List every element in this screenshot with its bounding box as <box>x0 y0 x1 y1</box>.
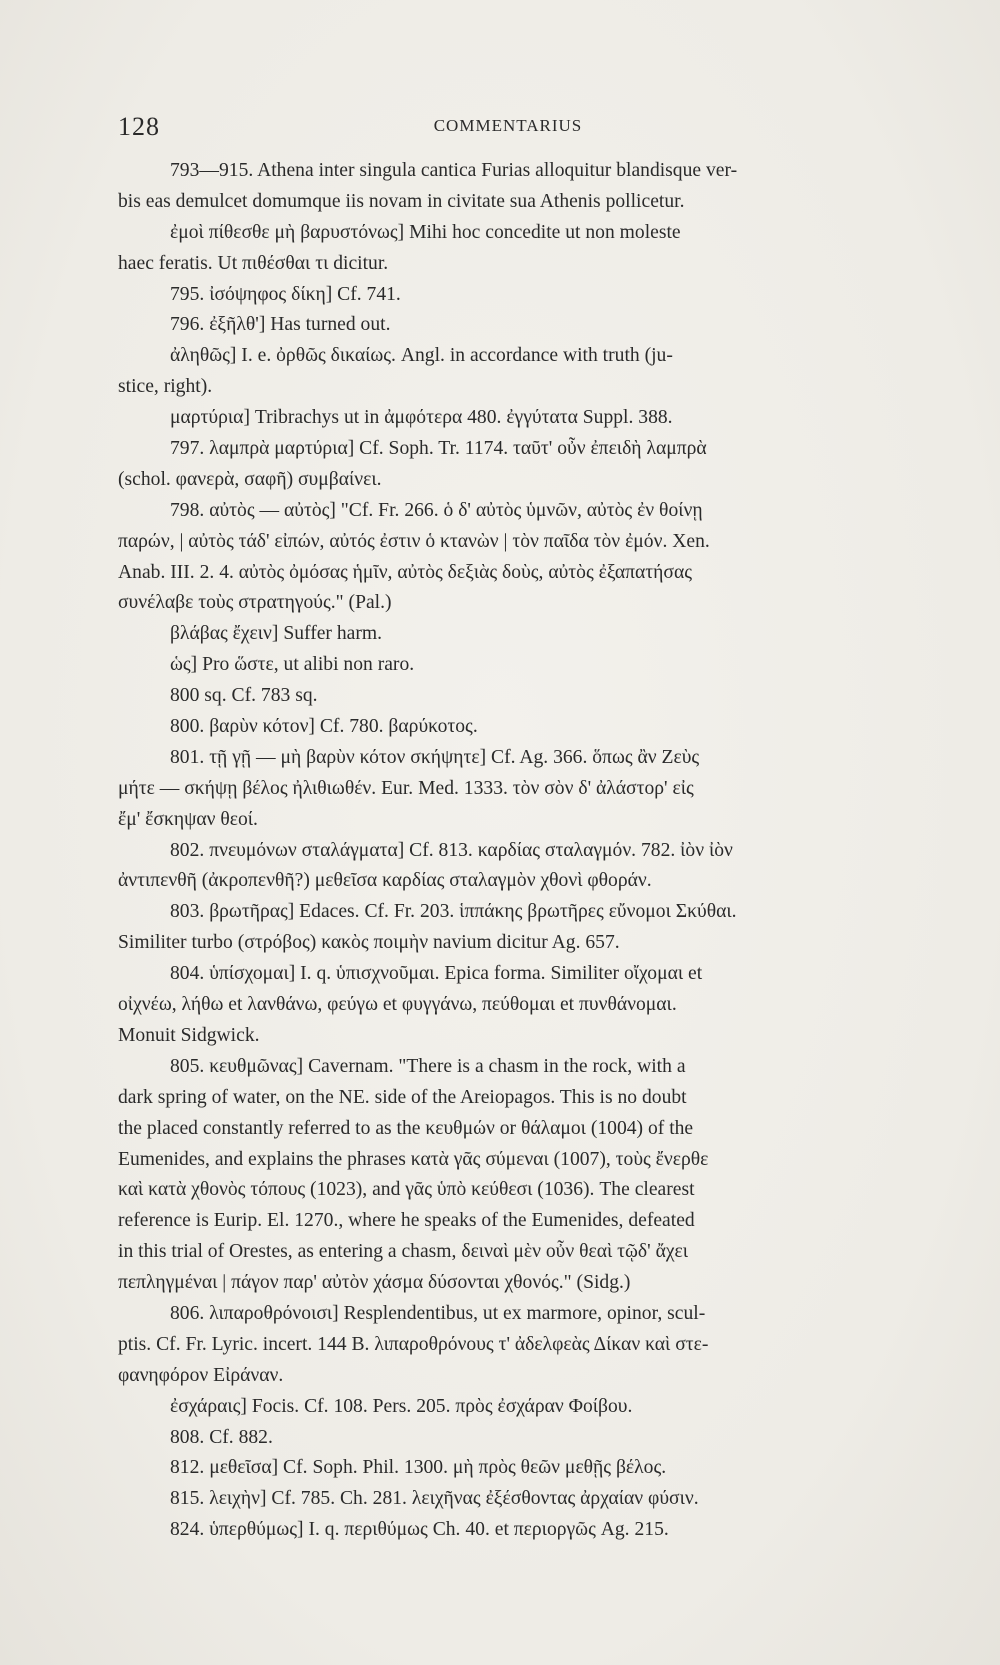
text-line: 808. Cf. 882. <box>170 1426 273 1448</box>
text-line: 797. λαμπρὰ μαρτύρια] Cf. Soph. Tr. 1174. ταῦτ' οὖν ἐπειδὴ λαμπρὰ <box>170 438 707 460</box>
text-line: 800 sq. Cf. 783 sq. <box>170 685 318 707</box>
text-line: 796. ἐξῆλθ'] Has turned out. <box>170 314 391 336</box>
page-number: 128 <box>118 112 160 141</box>
text-line: παρών, | αὐτὸς τάδ' εἰπών, αὐτός ἐστιν ὁ κτανὼν | τὸν παῖδα τὸν ἐμόν. Xen. <box>118 530 710 552</box>
text-line: 803. βρωτῆρας] Edaces. Cf. Fr. 203. ἱππάκης βρωτῆρες εὔνομοι Σκύθαι. <box>170 901 737 923</box>
text-line: 804. ὑπίσχομαι] I. q. ὑπισχνοῦμαι. Epica forma. Similiter οἴχομαι et <box>170 963 703 985</box>
text-line: μαρτύρια] Tribrachys ut in ἀμφότερα 480. ἐγγύτατα Suppl. 388. <box>170 407 673 429</box>
text-line: 802. πνευμόνων σταλάγματα] Cf. 813. καρδίας σταλαγμόν. 782. ἰὸν ἰὸν <box>170 839 733 861</box>
text-line: πεπληγμέναι | πάγον παρ' αὐτὸν χάσμα δύσονται χθονός." (Sidg.) <box>118 1272 631 1294</box>
text-line: (schol. φανερὰ, σαφῆ) συμβαίνει. <box>118 468 382 490</box>
text-line: ptis. Cf. Fr. Lyric. incert. 144 B. λιπαροθρόνους τ' ἀδελφεὰς Δίκαν καὶ στε- <box>118 1333 709 1355</box>
text-line: 824. ὑπερθύμως] I. q. περιθύμως Ch. 40. et περιοργῶς Ag. 215. <box>170 1519 669 1541</box>
text-line: the placed constantly referred to as the κευθμών or θάλαμοι (1004) of the <box>118 1117 694 1139</box>
text-line: 793—915. Athena inter singula cantica Furias alloquitur blandisque ver- <box>170 160 738 181</box>
text-line: μήτε — σκήψῃ βέλος ἠλιθιωθέν. Eur. Med. 1333. τὸν σὸν δ' ἀλάστορ' εἰς <box>118 777 694 799</box>
text-line: καὶ κατὰ χθονὸς τόπους (1023), and γᾶς ὑπὸ κεύθεσι (1036). The clearest <box>118 1179 695 1201</box>
text-line: 812. μεθεῖσα] Cf. Soph. Phil. 1300. μὴ πρὸς θεῶν μεθῇς βέλος. <box>170 1457 667 1479</box>
text-line: φανηφόρον Εἰράναν. <box>118 1364 284 1386</box>
text-line: 805. κευθμῶνας] Cavernam. "There is a chasm in the rock, with a <box>170 1055 686 1077</box>
commentary-body <box>118 156 940 1546</box>
text-line: οἰχνέω, λήθω et λανθάνω, φεύγω et φυγγάνω, πεύθομαι et πυνθάνομαι. <box>118 994 677 1016</box>
text-line: 801. τῇ γῇ — μὴ βαρὺν κότον σκήψητε] Cf. Ag. 366. ὅπως ἂν Ζεὺς <box>170 746 700 768</box>
text-line: ἔμ' ἔσκηψαν θεοί. <box>118 808 258 830</box>
text-line: Similiter turbo (στρόβος) κακὸς ποιμὴν navium dicitur Ag. 657. <box>118 932 620 954</box>
running-head: COMMENTARIUS <box>433 116 583 135</box>
text-line: 806. λιπαροθρόνοισι] Resplendentibus, ut ex marmore, opinor, scul- <box>170 1302 706 1324</box>
text-line: ἀντιπενθῆ (ἀκροπενθῆ?) μεθεῖσα καρδίας σταλαγμὸν χθονὶ φθοράν. <box>118 870 652 892</box>
text-line: dark spring of water, on the NE. side of the Areiopagos. This is no doubt <box>118 1086 687 1108</box>
text-line: ἐσχάραις] Focis. Cf. 108. Pers. 205. πρὸς ἐσχάραν Φοίβου. <box>170 1395 633 1417</box>
text-line: Eumenides, and explains the phrases κατὰ γᾶς σύμεναι (1007), τοὺς ἔνερθε <box>118 1148 709 1170</box>
text-line: in this trial of Orestes, as entering a chasm, δειναὶ μὲν οὖν θεαὶ τῷδ' ἄχει <box>118 1241 689 1263</box>
text-line: συνέλαβε τοὺς στρατηγούς." (Pal.) <box>118 592 392 614</box>
text-line: haec feratis. Ut πιθέσθαι τι dicitur. <box>118 252 389 274</box>
text-line: 815. λειχὴν] Cf. 785. Ch. 281. λειχῆνας ἐξέσθοντας ἀρχαίαν φύσιν. <box>170 1488 699 1510</box>
text-line: 798. αὐτὸς — αὐτὸς] "Cf. Fr. 266. ὁ δ' αὐτὸς ὑμνῶν, αὐτὸς ἐν θοίνῃ <box>170 499 703 521</box>
text-line: Anab. III. 2. 4. αὐτὸς ὀμόσας ἡμῖν, αὐτὸς δεξιὰς δοὺς, αὐτὸς ἐξαπατήσας <box>118 561 692 583</box>
text-line: ἀληθῶς] I. e. ὀρθῶς δικαίως. Angl. in accordance with truth (ju- <box>170 345 673 367</box>
text-line: ὡς] Pro ὥστε, ut alibi non raro. <box>170 654 415 676</box>
text-line: ἐμοὶ πίθεσθε μὴ βαρυστόνως] Mihi hoc concedite ut non moleste <box>170 221 681 243</box>
text-line: bis eas demulcet domumque iis novam in civitate sua Athenis pollicetur. <box>118 190 685 212</box>
page-header <box>118 112 898 152</box>
text-line: Monuit Sidgwick. <box>118 1024 260 1046</box>
text-line: reference is Eurip. El. 1270., where he speaks of the Eumenides, defeated <box>118 1210 695 1232</box>
text-line: βλάβας ἔχειν] Suffer harm. <box>170 623 383 645</box>
text-line: 800. βαρὺν κότον] Cf. 780. βαρύκοτος. <box>170 716 478 738</box>
text-line: 795. ἰσόψηφος δίκη] Cf. 741. <box>170 283 401 305</box>
text-line: stice, right). <box>118 376 213 398</box>
